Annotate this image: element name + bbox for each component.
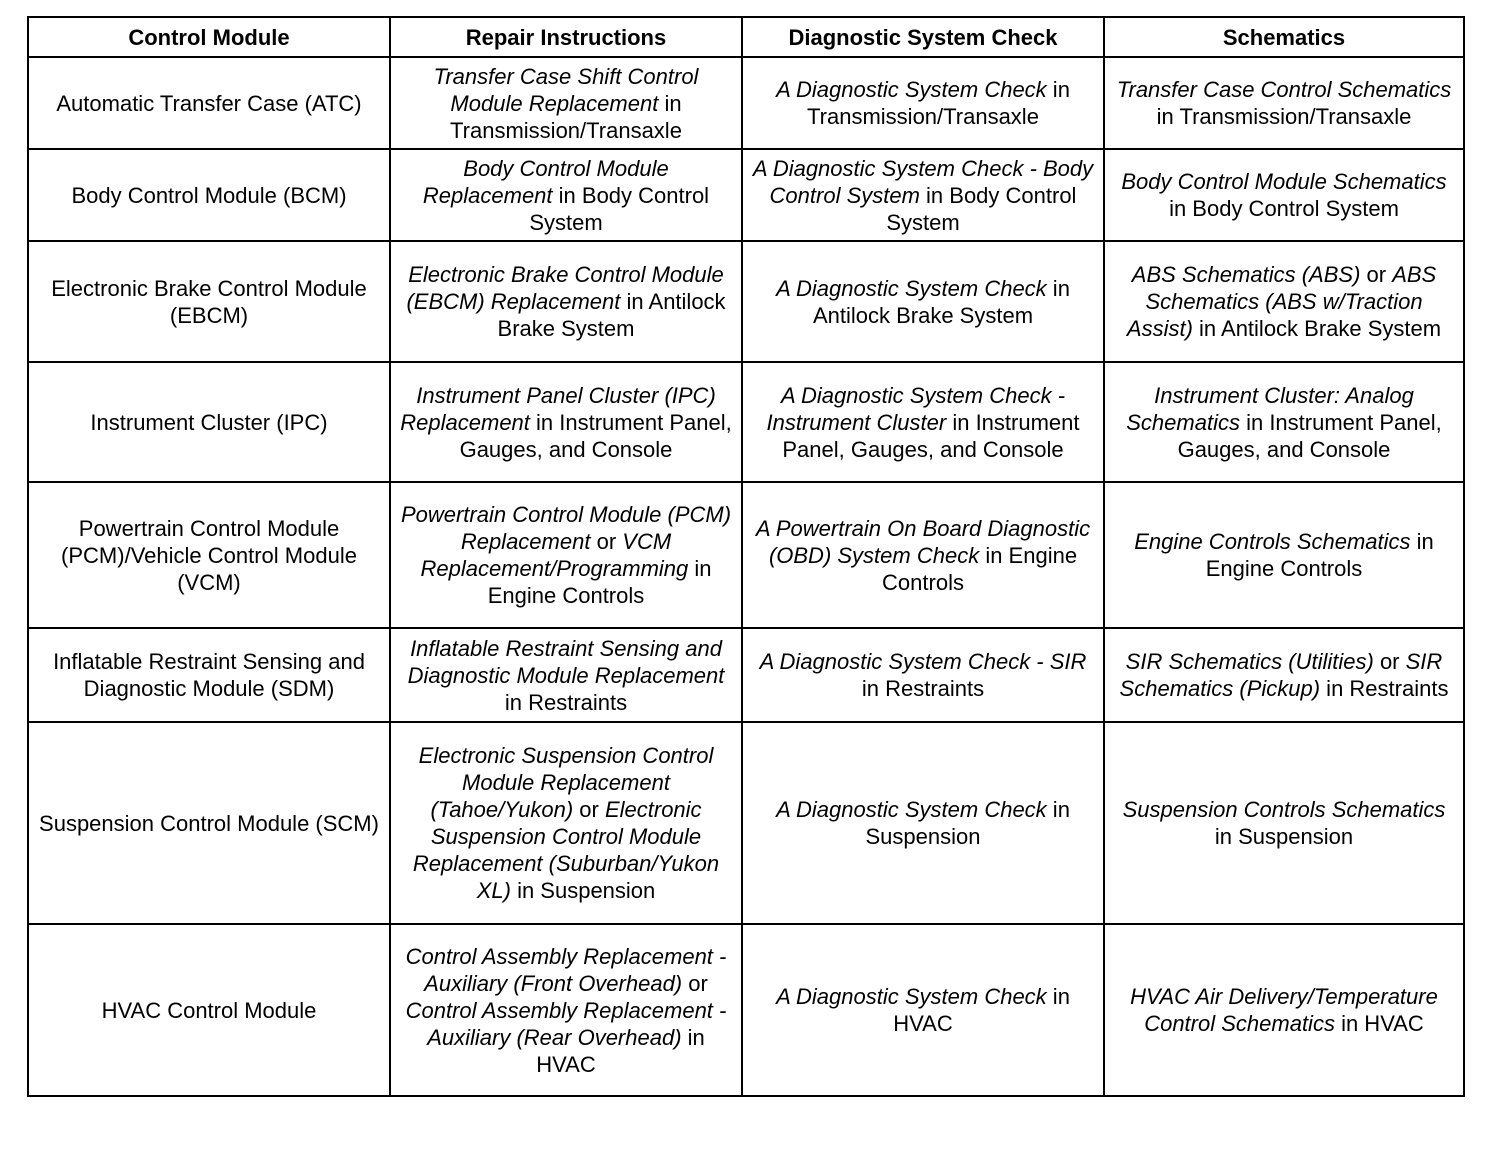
italic-link-text: SIR Schematics (Utilities) (1125, 649, 1374, 674)
location-text: in Suspension (865, 797, 1070, 849)
location-text: in Restraints (861, 676, 985, 701)
cell-repair (390, 57, 742, 149)
cell-repair (390, 149, 742, 241)
cell-control-module: Body Control Module (BCM) (28, 149, 390, 241)
italic-link-text: ABS Schematics (ABS w/Traction Assist) (1126, 262, 1437, 341)
cell-control-module: HVAC Control Module (28, 924, 390, 1096)
table-row (28, 482, 1464, 628)
location-text: in HVAC (893, 984, 1070, 1036)
italic-link-text: A Diagnostic System Check - Body Control System (752, 155, 1094, 208)
location-text: in Antilock Brake System (812, 275, 1070, 328)
italic-link-text: A Diagnostic System Check - SIR (759, 649, 1087, 674)
cell-diagnostic (742, 722, 1104, 924)
location-text: in Suspension (1214, 824, 1354, 849)
table-row (28, 241, 1464, 362)
table-row (28, 149, 1464, 241)
location-text: in Restraints (1320, 676, 1449, 701)
location-text: in Transmission/Transaxle (1156, 104, 1412, 129)
italic-link-text: Electronic Suspension Control Module Replacement (Suburban/Yukon XL) (412, 797, 720, 903)
location-text: in Body Control System (1169, 196, 1399, 221)
location-text: in Body Control System (529, 182, 710, 235)
italic-link-text: ABS Schematics (ABS) (1131, 262, 1361, 287)
italic-link-text: Electronic Suspension Control Module Replacement (Tahoe/Yukon) (418, 743, 714, 822)
cell-diagnostic (742, 924, 1104, 1096)
italic-link-text: A Diagnostic System Check (776, 984, 1047, 1009)
location-text: in Engine Controls (1205, 529, 1434, 581)
cell-control-module: Suspension Control Module (SCM) (28, 722, 390, 924)
cell-diagnostic (742, 628, 1104, 722)
cell-schematics (1104, 57, 1464, 149)
cell-control-module: Automatic Transfer Case (ATC) (28, 57, 390, 149)
location-text: in Instrument Panel, Gauges, and Console (459, 409, 732, 462)
cell-diagnostic (742, 149, 1104, 241)
cell-schematics (1104, 722, 1464, 924)
cell-repair (390, 924, 742, 1096)
cell-schematics (1104, 628, 1464, 722)
italic-link-text: Body Control Module Replacement (422, 155, 669, 208)
cell-schematics (1104, 149, 1464, 241)
cell-control-module: Electronic Brake Control Module (EBCM) (28, 241, 390, 362)
cell-repair (390, 362, 742, 482)
cell-schematics (1104, 924, 1464, 1096)
header-repair-instructions: Repair Instructions (390, 17, 742, 57)
cell-control-module: Instrument Cluster (IPC) (28, 362, 390, 482)
italic-link-text: Body Control Module Schematics (1121, 169, 1447, 194)
location-text: in Engine Controls (882, 542, 1078, 595)
italic-link-text: A Diagnostic System Check (776, 275, 1047, 301)
cell-repair (390, 241, 742, 362)
cell-diagnostic (742, 482, 1104, 628)
italic-link-text: Control Assembly Replacement - Auxiliary (Rear Overhead) (405, 997, 727, 1050)
header-row (28, 17, 1464, 57)
header-schematics: Schematics (1104, 17, 1464, 57)
location-text: or (682, 970, 708, 996)
cell-schematics (1104, 482, 1464, 628)
italic-link-text: A Powertrain On Board Diagnostic (OBD) System Check (755, 515, 1091, 568)
location-text: in HVAC (1334, 1011, 1424, 1036)
table-row (28, 362, 1464, 482)
cell-control-module: Powertrain Control Module (PCM)/Vehicle Control Module (VCM) (28, 482, 390, 628)
italic-link-text: SIR Schematics (Pickup) (1119, 649, 1443, 701)
italic-link-text: Suspension Controls Schematics (1122, 797, 1446, 822)
italic-link-text: A Diagnostic System Check (776, 77, 1047, 102)
location-text: in Antilock Brake System (497, 289, 726, 341)
table-body (28, 57, 1464, 1096)
header-control-module: Control Module (28, 17, 390, 57)
table-row (28, 722, 1464, 924)
cell-diagnostic (742, 241, 1104, 362)
table-row (28, 628, 1464, 722)
location-text: in Transmission/Transaxle (807, 77, 1070, 129)
italic-link-text: Powertrain Control Module (PCM) Replacement (400, 502, 732, 554)
cell-schematics (1104, 241, 1464, 362)
location-text: in Restraints (504, 689, 628, 715)
table-row (28, 57, 1464, 149)
italic-link-text: HVAC Air Delivery/Temperature Control Schematics (1130, 984, 1438, 1036)
italic-link-text: A Diagnostic System Check (776, 797, 1047, 822)
location-text: or (1360, 262, 1393, 287)
location-text: in Suspension (510, 878, 656, 903)
italic-link-text: Transfer Case Control Schematics (1116, 77, 1452, 102)
header-diagnostic-system-check: Diagnostic System Check (742, 17, 1104, 57)
italic-link-text: Control Assembly Replacement - Auxiliary (Front Overhead) (405, 943, 727, 996)
location-text: in Transmission/Transaxle (450, 90, 682, 143)
italic-link-text: A Diagnostic System Check - Instrument Cluster (766, 382, 1066, 435)
location-text: or (590, 529, 623, 554)
location-text: in Engine Controls (487, 556, 712, 608)
location-text: in HVAC (536, 1024, 705, 1077)
location-text: or (1373, 649, 1406, 674)
cell-schematics (1104, 362, 1464, 482)
cell-repair (390, 482, 742, 628)
cell-repair (390, 722, 742, 924)
table-row (28, 924, 1464, 1096)
italic-link-text: VCM Replacement/Programming (420, 529, 689, 581)
location-text: in Antilock Brake System (1192, 316, 1442, 341)
location-text: or (573, 797, 605, 822)
location-text: in Body Control System (886, 182, 1077, 235)
cell-control-module: Inflatable Restraint Sensing and Diagnostic Module (SDM) (28, 628, 390, 722)
cell-repair (390, 628, 742, 722)
control-module-table (27, 16, 1465, 1097)
cell-diagnostic (742, 362, 1104, 482)
italic-link-text: Transfer Case Shift Control Module Replacement (433, 63, 699, 116)
italic-link-text: Inflatable Restraint Sensing and Diagnostic Module Replacement (407, 635, 725, 688)
italic-link-text: Instrument Panel Cluster (IPC) Replacement (400, 382, 716, 435)
italic-link-text: Engine Controls Schematics (1134, 529, 1411, 554)
italic-link-text: Instrument Cluster: Analog Schematics (1126, 382, 1414, 435)
italic-link-text: Electronic Brake Control Module (EBCM) Replacement (406, 262, 724, 314)
location-text: in Instrument Panel, Gauges, and Console (782, 409, 1080, 462)
cell-diagnostic (742, 57, 1104, 149)
location-text: in Instrument Panel, Gauges, and Console (1177, 409, 1442, 462)
